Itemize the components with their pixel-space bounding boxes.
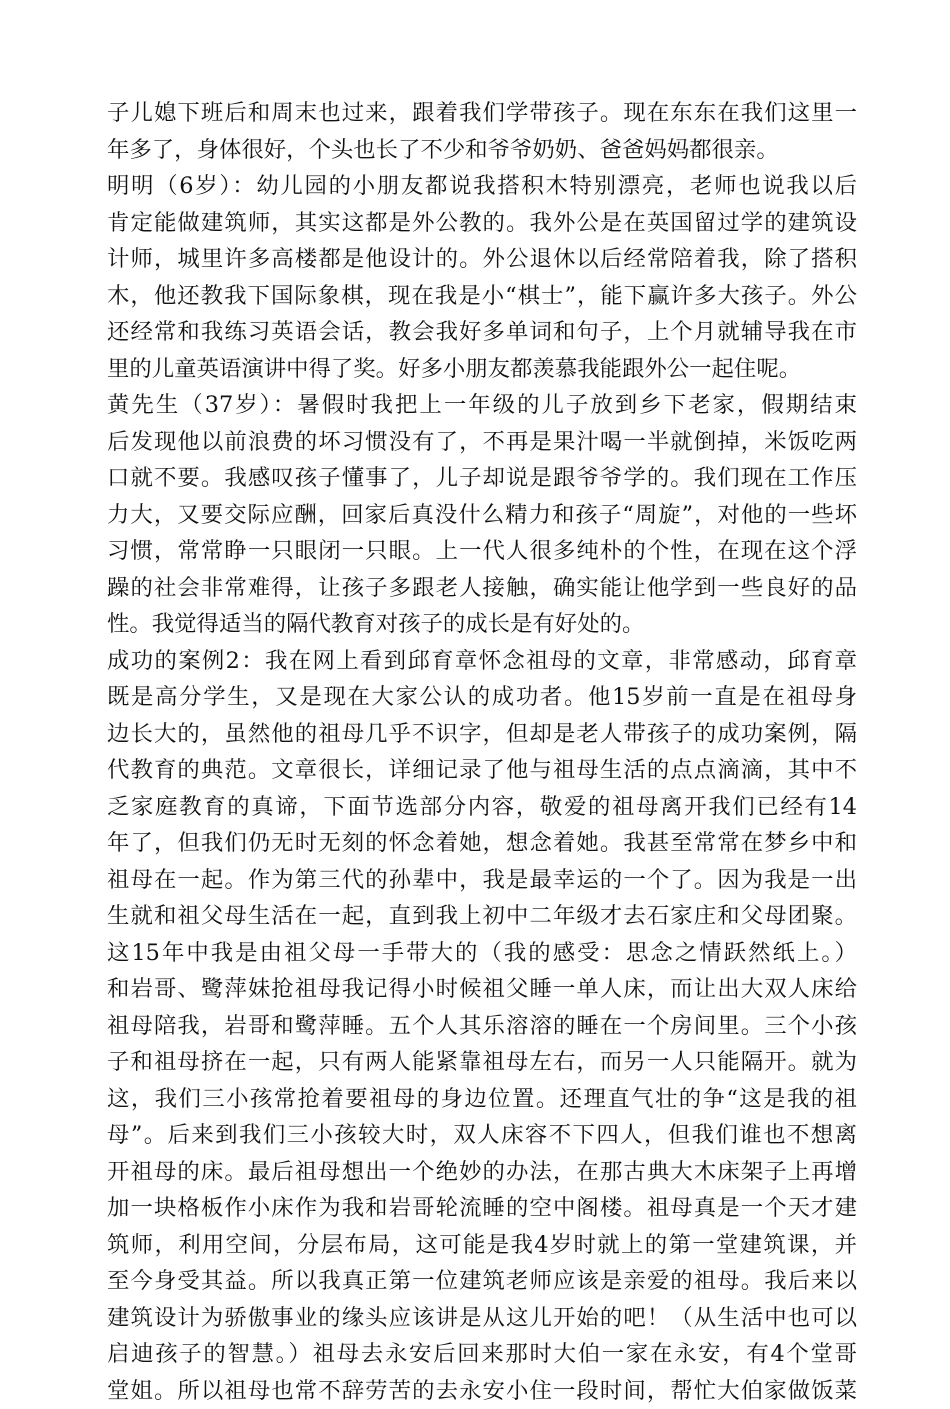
text-line: 明明（6岁）：幼儿园的小朋友都说我搭积木特别漂亮，老师也说我以后 xyxy=(107,168,857,205)
text-line: 后发现他以前浪费的坏习惯没有了，不再是果汁喝一半就倒掉，米饭吃两 xyxy=(107,424,857,461)
text-line: 躁的社会非常难得，让孩子多跟老人接触，确实能让他学到一些良好的品 xyxy=(107,570,857,607)
text-line: 和岩哥、鹭萍妹抢祖母我记得小时候祖父睡一单人床，而让出大双人床给 xyxy=(107,971,857,1008)
text-line: 生就和祖父母生活在一起，直到我上初中二年级才去石家庄和父母团聚。 xyxy=(107,898,857,935)
text-line: 开祖母的床。最后祖母想出一个绝妙的办法，在那古典大木床架子上再增 xyxy=(107,1154,857,1191)
text-line: 祖母陪我，岩哥和鹭萍睡。五个人其乐溶溶的睡在一个房间里。三个小孩 xyxy=(107,1008,857,1045)
text-line: 启迪孩子的智慧。）祖母去永安后回来那时大伯一家在永安，有4个堂哥 xyxy=(107,1336,857,1373)
text-line: 母”。后来到我们三小孩较大时，双人床容不下四人，但我们谁也不想离 xyxy=(107,1117,857,1154)
text-line: 既是高分学生，又是现在大家公认的成功者。他15岁前一直是在祖母身 xyxy=(107,679,857,716)
text-line: 乏家庭教育的真谛，下面节选部分内容，敬爱的祖母离开我们已经有14 xyxy=(107,789,857,826)
text-line: 木，他还教我下国际象棋，现在我是小“棋士”，能下赢许多大孩子。外公 xyxy=(107,278,857,315)
text-line: 性。我觉得适当的隔代教育对孩子的成长是有好处的。 xyxy=(107,606,857,643)
text-line: 黄先生（37岁）：暑假时我把上一年级的儿子放到乡下老家，假期结束 xyxy=(107,387,857,424)
text-line: 边长大的，虽然他的祖母几乎不识字，但却是老人带孩子的成功案例，隔 xyxy=(107,716,857,753)
text-line: 口就不要。我感叹孩子懂事了，儿子却说是跟爷爷学的。我们现在工作压 xyxy=(107,460,857,497)
text-line: 筑师，利用空间，分层布局，这可能是我4岁时就上的第一堂建筑课，并 xyxy=(107,1227,857,1264)
text-line: 建筑设计为骄傲事业的缘头应该讲是从这儿开始的吧！（从生活中也可以 xyxy=(107,1300,857,1337)
body-text xyxy=(107,95,857,1409)
text-line: 年多了，身体很好，个头也长了不少和爷爷奶奶、爸爸妈妈都很亲。 xyxy=(107,132,857,169)
text-line: 成功的案例2：我在网上看到邱育章怀念祖母的文章，非常感动，邱育章 xyxy=(107,643,857,680)
text-line: 习惯，常常睁一只眼闭一只眼。上一代人很多纯朴的个性，在现在这个浮 xyxy=(107,533,857,570)
text-line: 祖母在一起。作为第三代的孙辈中，我是最幸运的一个了。因为我是一出 xyxy=(107,862,857,899)
text-line: 子儿媳下班后和周末也过来，跟着我们学带孩子。现在东东在我们这里一 xyxy=(107,95,857,132)
text-line: 里的儿童英语演讲中得了奖。好多小朋友都羡慕我能跟外公一起住呢。 xyxy=(107,351,857,388)
text-line: 这15年中我是由祖父母一手带大的（我的感受：思念之情跃然纸上。） xyxy=(107,935,857,972)
text-line: 堂姐。所以祖母也常不辞劳苦的去永安小住一段时间，帮忙大伯家做饭菜 xyxy=(107,1373,857,1409)
text-line: 肯定能做建筑师，其实这都是外公教的。我外公是在英国留过学的建筑设 xyxy=(107,205,857,242)
text-line: 年了，但我们仍无时无刻的怀念着她，想念着她。我甚至常常在梦乡中和 xyxy=(107,825,857,862)
text-line: 这，我们三小孩常抢着要祖母的身边位置。还理直气壮的争“这是我的祖 xyxy=(107,1081,857,1118)
text-line: 至今身受其益。所以我真正第一位建筑老师应该是亲爱的祖母。我后来以 xyxy=(107,1263,857,1300)
text-line: 代教育的典范。文章很长，详细记录了他与祖母生活的点点滴滴，其中不 xyxy=(107,752,857,789)
text-line: 计师，城里许多高楼都是他设计的。外公退休以后经常陪着我，除了搭积 xyxy=(107,241,857,278)
text-line: 力大，又要交际应酬，回家后真没什么精力和孩子“周旋”，对他的一些坏 xyxy=(107,497,857,534)
text-line: 还经常和我练习英语会话，教会我好多单词和句子，上个月就辅导我在市 xyxy=(107,314,857,351)
text-line: 子和祖母挤在一起，只有两人能紧靠祖母左右，而另一人只能隔开。就为 xyxy=(107,1044,857,1081)
text-line: 加一块格板作小床作为我和岩哥轮流睡的空中阁楼。祖母真是一个天才建 xyxy=(107,1190,857,1227)
